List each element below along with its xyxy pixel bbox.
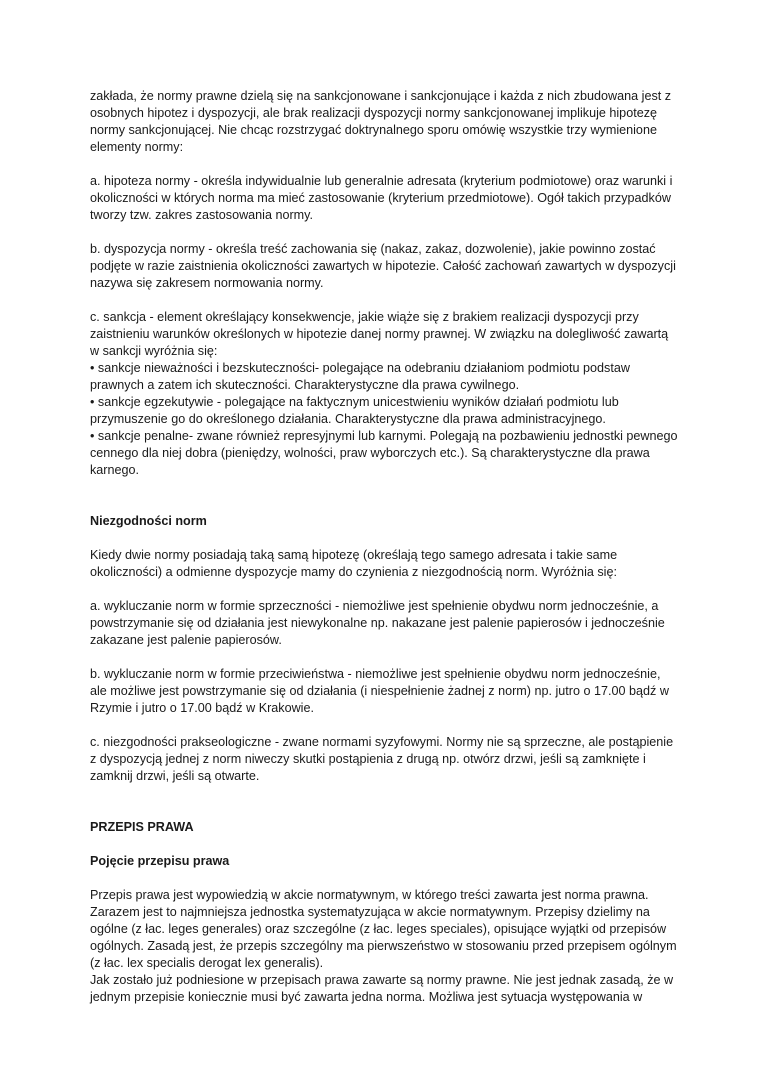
sanction-bullet-executive: • sankcje egzekutywie - polegające na faktycznym unicestwieniu wyników działań podmiotu lub przymuszenie go do określonego działania. Charakterystyczne dla prawa administracyjnego. bbox=[90, 395, 619, 426]
conflict-contrariety-paragraph: b. wykluczanie norm w formie przeciwieństwa - niemożliwe jest spełnienie obydwu norm jednocześnie, ale możliwe jest powstrzymanie się od działania (i niespełnienie żadnej z norm) np. jutro o 17.00 bądź w Rzymie i jutro o 17.00 bądź w Krakowie. bbox=[90, 667, 669, 715]
intro-paragraph: zakłada, że normy prawne dzielą się na sankcjonowane i sankcjonujące i każda z nich zbudowana jest z osobnych hipotez i dyspozycji, ale brak realizacji dyspozycji normy sankcjonowanej implikuje hipotezę normy sankcjonującej. Nie chcąc rozstrzygać doktrynalnego sporu omówię wszystkie trzy wymienione elementy normy: bbox=[90, 89, 672, 154]
section-heading-legal-provision: PRZEPIS PRAWA bbox=[90, 820, 194, 834]
sanction-paragraph: c. sankcja - element określający konsekwencje, jakie wiąże się z brakiem realizacji dyspozycji przy zaistnieniu warunków określonych w hipotezie danej normy prawnej. W związku na dolegliwość zawartą w sankcji wyróżnia się: bbox=[90, 310, 669, 358]
sanction-bullet-nullity: • sankcje nieważności i bezskuteczności- polegające na odebraniu działaniom podmiotu podstaw prawnych a zatem ich skuteczności. Charakterystyczne dla prawa cywilnego. bbox=[90, 361, 630, 392]
hypothesis-paragraph: a. hipoteza normy - określa indywidualnie lub generalnie adresata (kryterium podmiotowe) oraz warunki i okoliczności w których norma ma mieć zastosowanie (kryterium przedmiotowe). Ogół takich przypadków tworzy tzw. zakres zastosowania normy. bbox=[90, 174, 673, 222]
norm-conflicts-intro: Kiedy dwie normy posiadają taką samą hipotezę (określają tego samego adresata i takie same okoliczności) a odmienne dyspozycje mamy do czynienia z niezgodnością norm. Wyróżnia się: bbox=[90, 548, 618, 579]
sanction-bullet-penal: • sankcje penalne- zwane również represyjnymi lub karnymi. Polegają na pozbawieniu jednostki pewnego cennego dla niej dobra (pieniędzy, wolności, praw wyborczych etc.). Są charakterystyczne dla prawa karnego. bbox=[90, 429, 678, 477]
section-heading-norm-conflicts: Niezgodności norm bbox=[90, 514, 207, 528]
conflict-praxeological-paragraph: c. niezgodności prakseologiczne - zwane normami syzyfowymi. Normy nie są sprzeczne, ale postąpienie z dyspozycją jednej z norm niweczy skutki postąpienia z drugą np. otwórz drzwi, jeśli są zamknięte i zamknij drzwi, jeśli są otwarte. bbox=[90, 735, 674, 783]
conflict-contradiction-paragraph: a. wykluczanie norm w formie sprzeczności - niemożliwe jest spełnienie obydwu norm jednocześnie, a powstrzymanie się od działania jest niewykonalne np. nakazane jest palenie papierosów i jednocześnie zakazane jest palenie papierosów. bbox=[90, 599, 665, 647]
document-page bbox=[90, 88, 680, 1006]
disposition-paragraph: b. dyspozycja normy - określa treść zachowania się (nakaz, zakaz, dozwolenie), jakie powinno zostać podjęte w razie zaistnienia okoliczności zawartych w hipotezie. Całość zachowań zawartych w dyspozycji nazywa się zakresem normowania normy. bbox=[90, 242, 676, 290]
legal-provision-paragraph: Przepis prawa jest wypowiedzią w akcie normatywnym, w którego treści zawarta jest norma prawna. Zarazem jest to najmniejsza jednostka systematyzująca w akcie normatywnym. Przepisy dzielimy na ogólne (z łac. leges generales) oraz szczególne (z łac. leges speciales), opisujące wyjątki od przepisów ogólnych. Zasadą jest, że przepis szczególny ma pierwszeństwo w stosowaniu przed przepisem ogólnym (z łac. lex specialis derogat lex generalis). bbox=[90, 888, 677, 970]
legal-provision-continuation: Jak zostało już podniesione w przepisach prawa zawarte są normy prawne. Nie jest jednak zasadą, że w jednym przepisie koniecznie musi być zawarta jedna norma. Możliwa jest sytuacja występowania w bbox=[90, 973, 674, 1004]
subheading-legal-provision-concept: Pojęcie przepisu prawa bbox=[90, 854, 230, 868]
